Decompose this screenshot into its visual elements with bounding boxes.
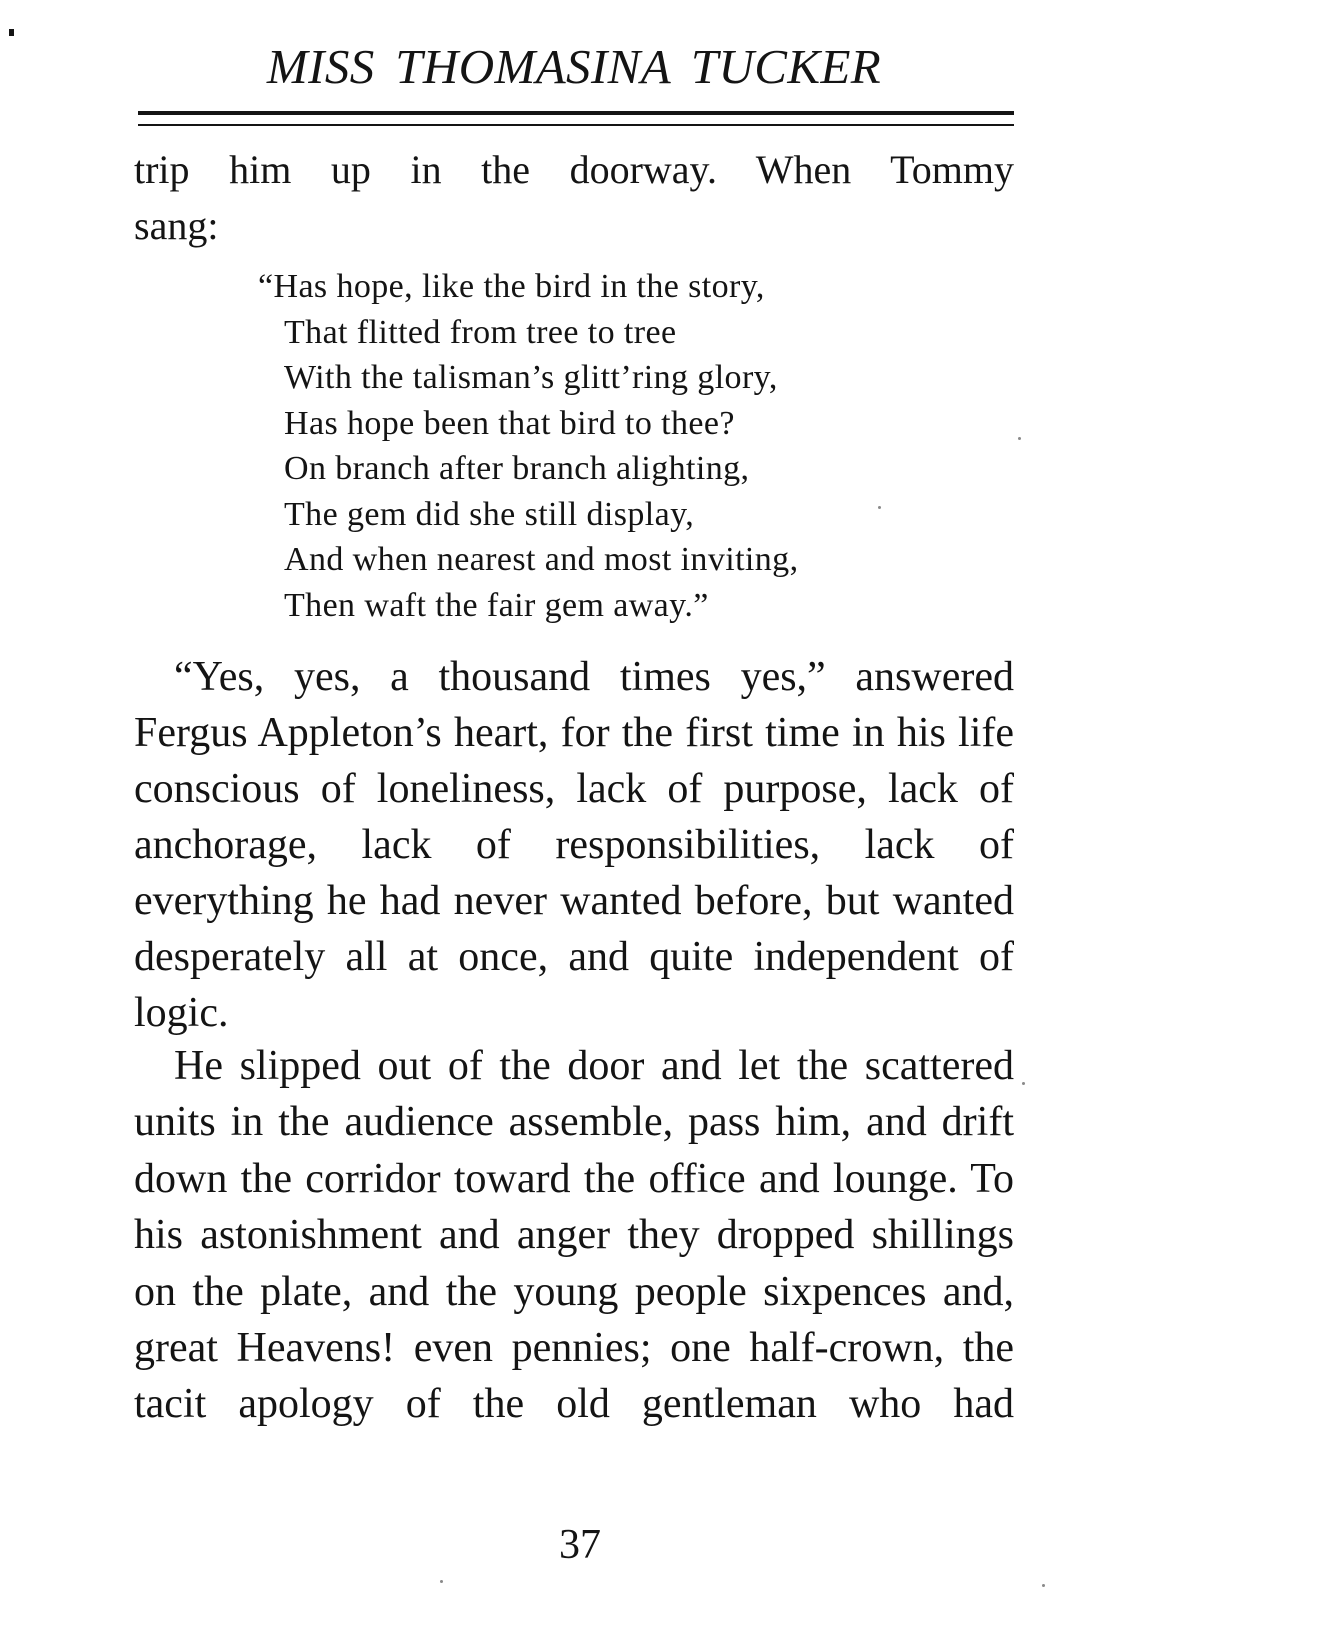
verse-line: That flitted from tree to tree xyxy=(284,313,677,351)
verse-line: Then waft the fair gem away.” xyxy=(284,586,709,624)
verse-quotation xyxy=(258,264,798,628)
header-rule-thick xyxy=(138,111,1014,115)
verse-line: “Has hope, like the bird in the story, xyxy=(258,268,765,305)
paper-speck xyxy=(1018,437,1021,440)
running-head: MISS THOMASINA TUCKER xyxy=(266,39,882,94)
paragraph-continued xyxy=(134,142,1014,254)
paper-speck xyxy=(878,506,881,509)
verse-line: Has hope been that bird to thee? xyxy=(284,404,735,442)
paper-speck xyxy=(1042,1584,1045,1587)
verse-line: The gem did she still display, xyxy=(284,495,695,533)
corner-mark xyxy=(9,29,14,36)
header-rule-thin xyxy=(138,124,1014,126)
paragraph-line: trip him up in the doorway. When Tommy xyxy=(134,147,1014,192)
paragraph-line: sang: xyxy=(134,203,219,248)
paragraph: “Yes, yes, a thousand times yes,” answered Fergus Appleton’s heart, for the first time in his life conscious of loneliness, lack of purpose, lack of anchorage, lack of responsibilities, lack of everything he had never wanted before, but wanted desperately all at once, and quite independent of logic. xyxy=(134,654,1014,1036)
verse-line: On branch after branch alighting, xyxy=(284,450,750,487)
paragraph: He slipped out of the door and let the scattered units in the audience assemble, pass him, and drift down the corridor toward the office and lounge. To his astonishment and anger they dropped shillings on the plate, and the young people sixpences and, great Heavens! even pennies; one half-crown, the tacit apology of the old gentleman who had xyxy=(134,1043,1014,1428)
paper-speck xyxy=(1022,1082,1025,1085)
page-number: 37 xyxy=(559,1522,601,1568)
verse-line: With the talisman’s glitt’ring glory, xyxy=(284,359,778,396)
verse-line: And when nearest and most inviting, xyxy=(284,541,799,578)
paper-speck xyxy=(440,1580,443,1583)
